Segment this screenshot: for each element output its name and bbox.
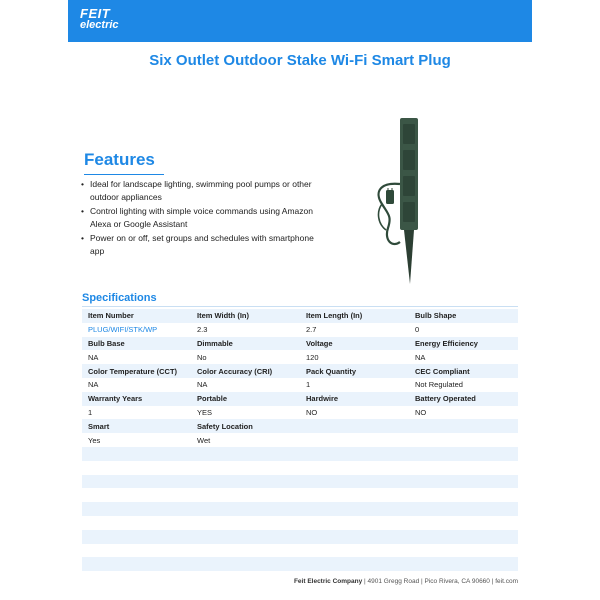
page-title: Six Outlet Outdoor Stake Wi-Fi Smart Plug: [149, 52, 451, 69]
feature-item: • Control lighting with simple voice commands using Amazon Alexa or Google Assistant: [80, 205, 320, 231]
feature-item: • Ideal for landscape lighting, swimming pool pumps or other outdoor appliances: [80, 178, 320, 204]
spec-value-row: [82, 323, 518, 337]
spec-value-row: [82, 378, 518, 392]
spec-label-row: [82, 392, 518, 406]
spec-label: Pack Quantity: [306, 366, 357, 376]
spec-value: NA: [191, 378, 300, 392]
spec-label-row: [82, 364, 518, 378]
spec-value: 120: [300, 350, 409, 364]
spec-label: [409, 419, 518, 433]
spec-label: [300, 419, 409, 433]
specifications-rule: [82, 306, 518, 307]
spec-value-row: [82, 350, 518, 364]
spec-value: NO: [409, 406, 518, 420]
spec-empty-row: [82, 447, 518, 461]
spec-value-row: [82, 406, 518, 420]
spec-label: Item Number: [88, 311, 134, 321]
spec-label: Smart: [88, 421, 110, 431]
spec-value: Not Regulated: [409, 378, 518, 392]
spec-label: Portable: [197, 394, 228, 404]
logo-line-2: electric: [80, 19, 119, 31]
page-footer: [294, 578, 518, 585]
footer-company: Feit Electric Company: [293, 578, 363, 585]
spec-value: 0: [409, 323, 518, 337]
feature-item: • Power on or off, set groups and schedules with smartphone app: [80, 232, 320, 258]
spec-value: 2.3: [191, 323, 300, 337]
logo-line-1: FEIT: [80, 6, 111, 21]
spec-empty-row: [82, 544, 518, 558]
spec-value: NA: [409, 350, 518, 364]
feit-electric-logo: [80, 7, 119, 31]
spec-value: 2.7: [300, 323, 409, 337]
spec-value: NO: [300, 406, 409, 420]
spec-value: NA: [82, 350, 191, 364]
spec-empty-row: [82, 516, 518, 530]
item-number-link[interactable]: PLUG/WIFI/STK/WP: [82, 323, 191, 337]
header-bar: [68, 0, 532, 42]
spec-label: CEC Compliant: [415, 366, 470, 376]
spec-value-row: [82, 433, 518, 447]
spec-label-row: [82, 337, 518, 351]
spec-value: Wet: [191, 433, 300, 447]
spec-value: [409, 433, 518, 447]
spec-label: Bulb Shape: [415, 311, 457, 321]
spec-label: Battery Operated: [415, 394, 476, 404]
spec-label-row: [82, 309, 518, 323]
spec-label: Bulb Base: [88, 338, 125, 348]
features-underline: [84, 174, 164, 175]
spec-value: [300, 433, 409, 447]
footer-site-link[interactable]: feit.com: [495, 578, 518, 585]
spec-label: Energy Efficiency: [415, 338, 478, 348]
spec-empty-row: [82, 461, 518, 475]
features-heading: Features: [84, 150, 155, 169]
specifications-table: [82, 309, 518, 571]
spec-label: Color Temperature (CCT): [88, 366, 178, 376]
spec-value: 1: [82, 406, 191, 420]
spec-empty-row: [82, 475, 518, 489]
spec-value: YES: [191, 406, 300, 420]
spec-label: Dimmable: [197, 338, 233, 348]
features-list: [80, 178, 320, 259]
spec-label: Warranty Years: [88, 394, 143, 404]
product-image: [370, 112, 430, 292]
spec-empty-row: [82, 488, 518, 502]
spec-empty-row: [82, 557, 518, 571]
spec-label: Voltage: [306, 338, 333, 348]
spec-value: NA: [82, 378, 191, 392]
spec-empty-row: [82, 530, 518, 544]
spec-empty-row: [82, 502, 518, 516]
spec-value: 1: [300, 378, 409, 392]
spec-label: Safety Location: [197, 421, 253, 431]
spec-label-row: [82, 419, 518, 433]
spec-label: Item Length (In): [306, 311, 363, 321]
spec-label: Item Width (In): [197, 311, 250, 321]
specifications-heading: Specifications: [82, 292, 157, 304]
footer-address: | 4901 Gregg Road | Pico Rivera, CA 90660 |: [364, 578, 494, 585]
spec-label: Hardwire: [306, 394, 339, 404]
spec-label: Color Accuracy (CRI): [197, 366, 273, 376]
spec-value: No: [191, 350, 300, 364]
spec-value: Yes: [82, 433, 191, 447]
